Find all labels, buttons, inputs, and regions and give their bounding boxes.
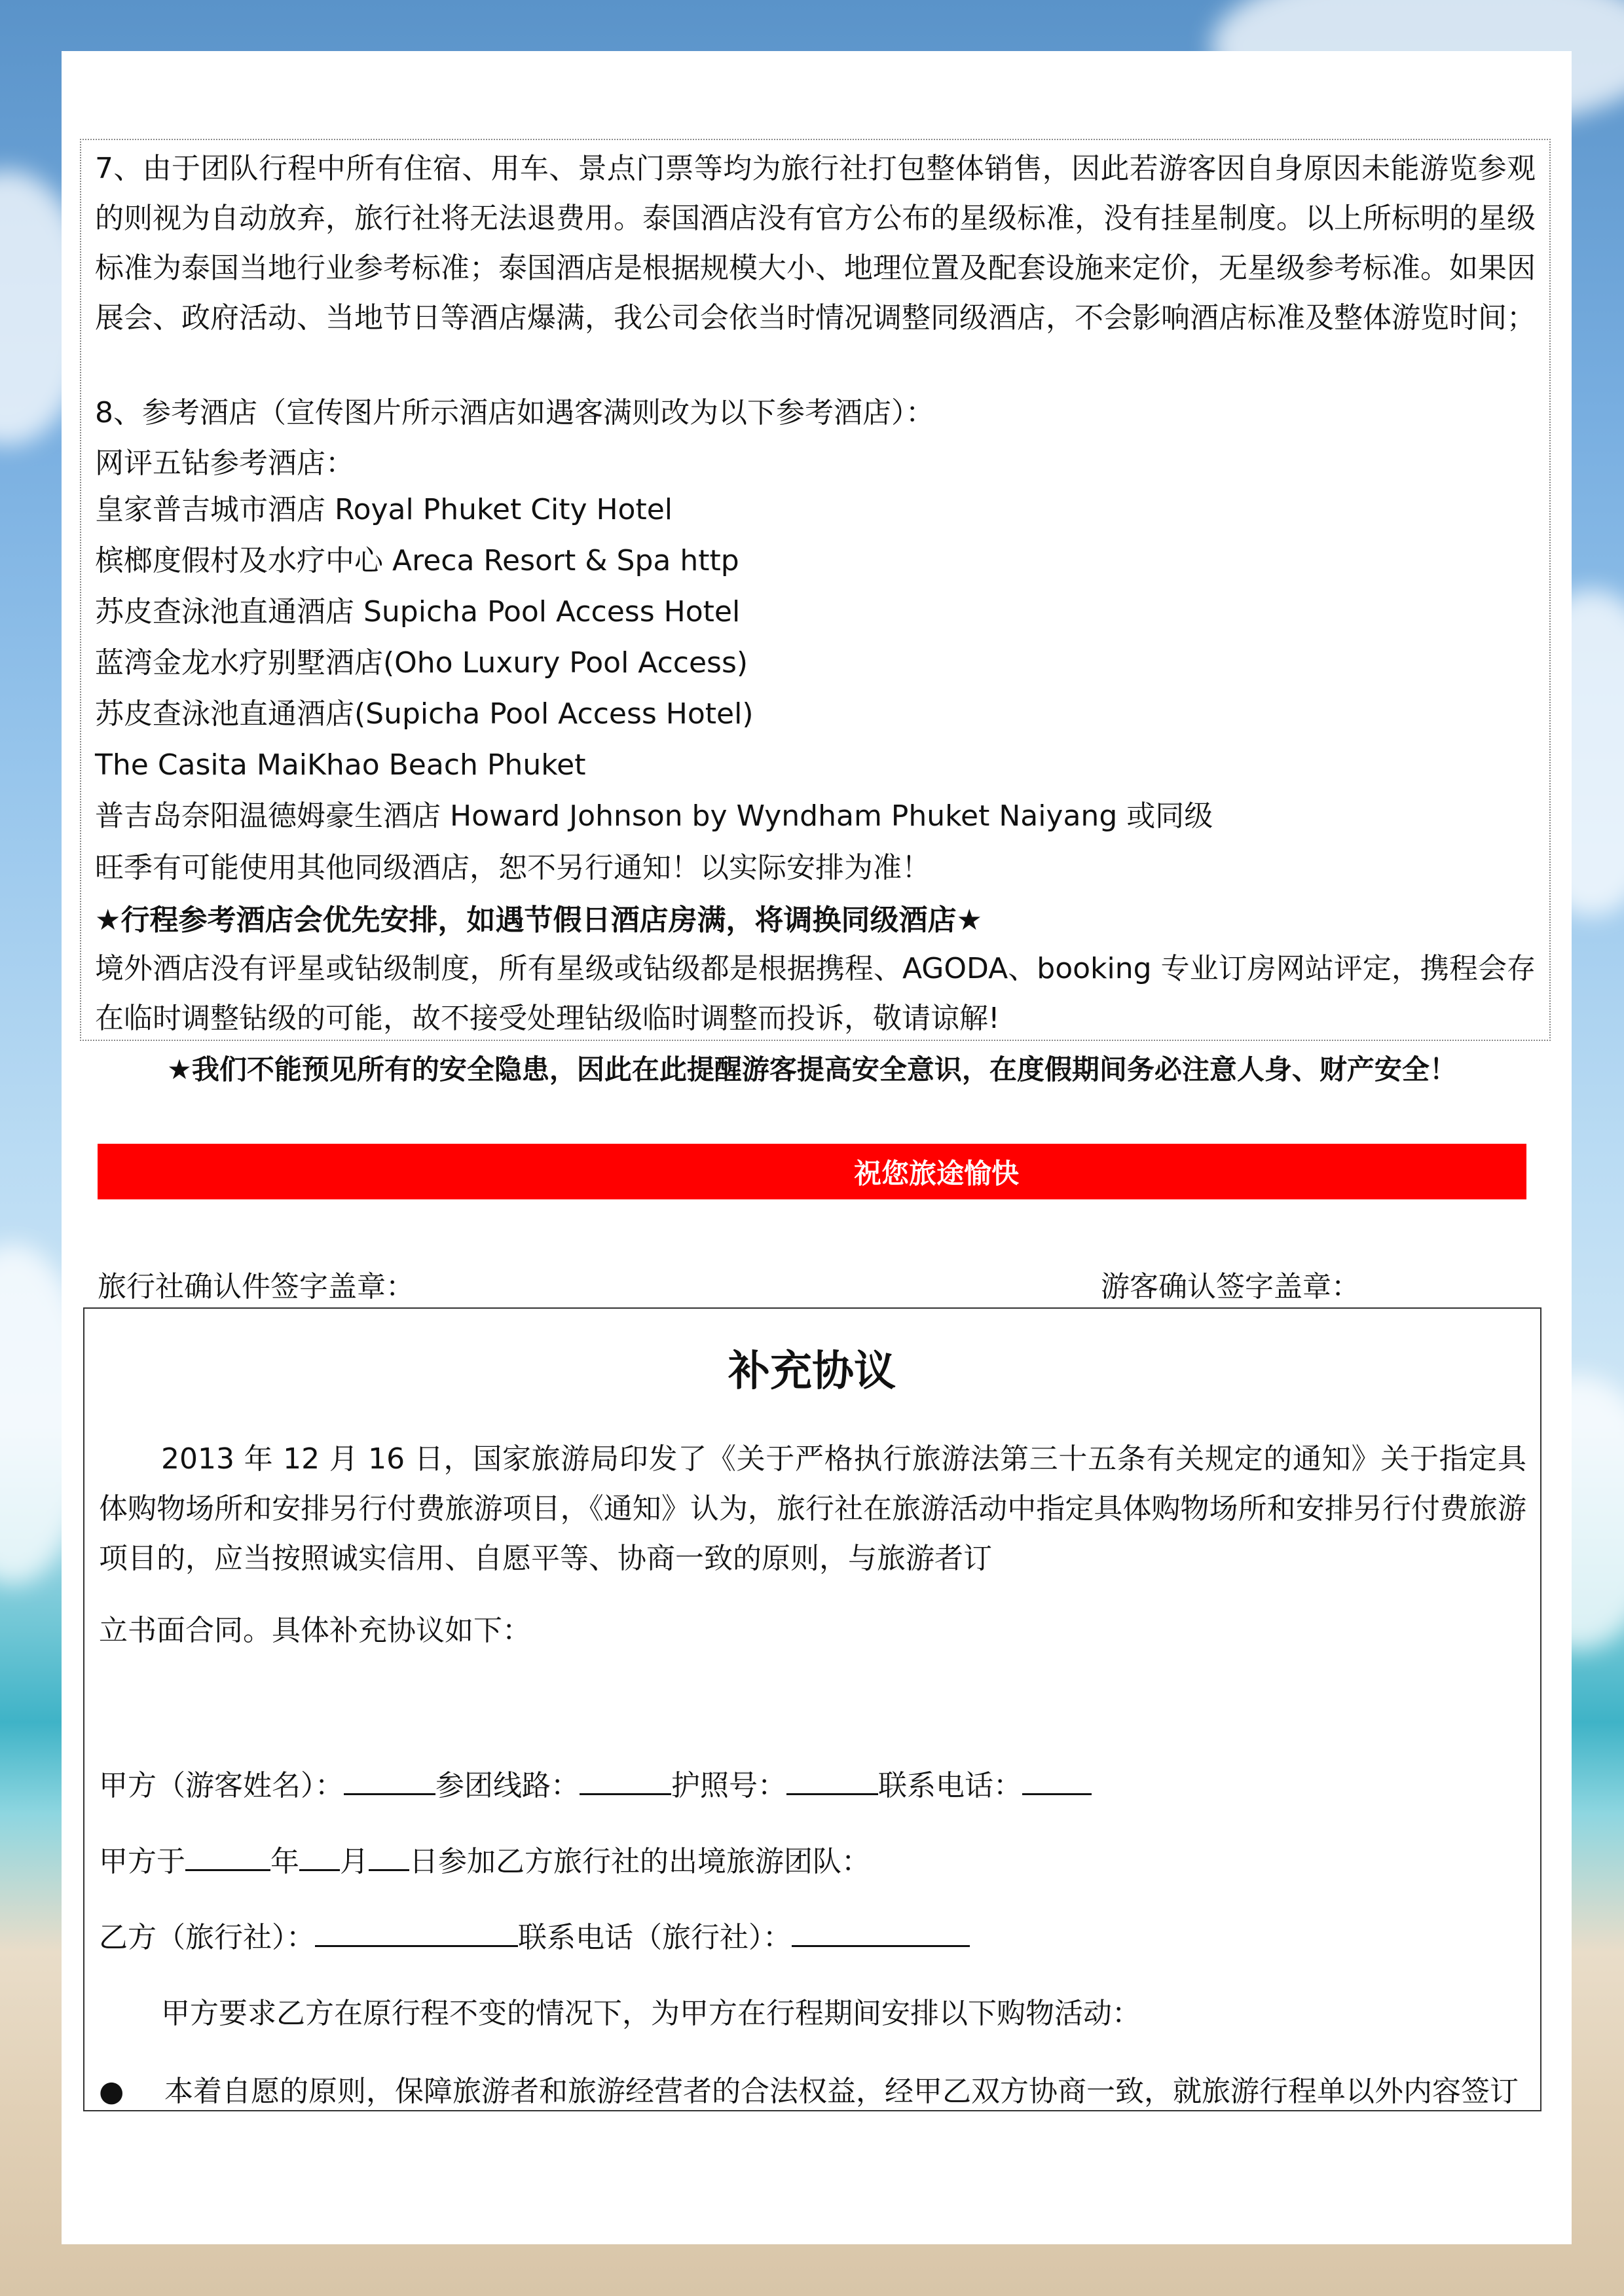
hotel-item: 蓝湾金龙水疗别墅酒店(Oho Luxury Pool Access) — [95, 646, 748, 680]
agreement-title: 补充协议 — [728, 1347, 896, 1396]
tourist-name-blank[interactable] — [344, 1764, 435, 1795]
hotel-item: 皇家普吉城市酒店 Royal Phuket City Hotel — [95, 493, 673, 526]
party-a-line — [99, 1761, 1526, 1811]
year-blank[interactable] — [185, 1840, 270, 1871]
agreement-bullet — [99, 2072, 1519, 2111]
join-date-line — [99, 1837, 1526, 1887]
peak-season-note: 旺季有可能使用其他同级酒店，恕不另行通知！以实际安排为准！ — [95, 851, 931, 884]
year-label: 年 — [270, 1845, 299, 1878]
hotel-item: 普吉岛奈阳温德姆豪生酒店 Howard Johnson by Wyndham Phuket Naiyang 或同级 — [95, 799, 1213, 833]
party-a-name-label: 甲方（游客姓名）： — [99, 1769, 344, 1802]
hotel-item: 苏皮查泳池直通酒店 Supicha Pool Access Hotel — [95, 595, 741, 629]
party-b-label: 乙方（旅行社）： — [99, 1921, 315, 1954]
party-b-line — [99, 1913, 1526, 1963]
month-label: 月 — [340, 1845, 369, 1878]
priority-note: ★行程参考酒店会优先安排，如遇节假日酒店房满，将调换同级酒店★ — [95, 903, 982, 937]
passport-label: 护照号： — [671, 1769, 786, 1802]
join-date-prefix: 甲方于 — [99, 1845, 185, 1878]
tourist-signature-label: 游客确认签字盖章： — [1101, 1270, 1360, 1303]
item-8-text: 8、参考酒店（宣传图片所示酒店如遇客满则改为以下参考酒店）： — [95, 396, 934, 429]
safety-notice: ★我们不能预见所有的安全隐患，因此在此提醒游客提高安全意识，在度假期间务必注意人身、财产安全！ — [167, 1053, 1457, 1085]
join-date-suffix: 日参加乙方旅行社的出境旅游团队： — [409, 1845, 870, 1878]
agreement-paragraph: 2013 年 12 月 16 日，国家旅游局印发了《关于严格执行旅游法第三十五条有关规定的通知》关于指定具体购物场所和安排另行付费旅游项目，《通知》认为，旅行社在旅游活动中指定具体购物场所和安排另行付费旅游项目的，应当按照诚实信用、自愿平等、协商一致的原则，与旅游者订 — [99, 1442, 1526, 1575]
item-7-text: 7、由于团队行程中所有住宿、用车、景点门票等均为旅行社打包整体销售，因此若游客因自身原因未能游览参观的则视为自动放弃，旅行社将无法退费用。泰国酒店没有官方公布的星级标准，没有挂星制度。以上所标明的星级标准为泰国当地行业参考标准；泰国酒店是根据规模大小、地理位置及配套设施来定价，无星级参考标准。如果因展会、政府活动、当地节日等酒店爆满，我公司会依当时情况调整同级酒店，不会影响酒店标准及整体游览时间； — [95, 152, 1536, 335]
shopping-line: 甲方要求乙方在原行程不变的情况下，为甲方在行程期间安排以下购物活动： — [161, 1997, 1141, 2030]
wish-banner — [98, 1144, 1526, 1199]
day-blank[interactable] — [369, 1840, 409, 1871]
month-blank[interactable] — [299, 1840, 340, 1871]
route-blank[interactable] — [580, 1764, 671, 1795]
hotel-item: 苏皮查泳池直通酒店(Supicha Pool Access Hotel) — [95, 697, 754, 731]
agency-signature-label: 旅行社确认件签字盖章： — [98, 1270, 415, 1303]
agency-phone-blank[interactable] — [792, 1916, 970, 1947]
bullet-dot: ● — [99, 2075, 124, 2108]
agency-name-blank[interactable] — [315, 1916, 518, 1947]
bullet-text: 本着自愿的原则，保障旅游者和旅游经营者的合法权益，经甲乙双方协商一致，就旅游行程单以外内容签订 — [164, 2075, 1519, 2108]
wish-banner-text: 祝您旅途愉快 — [853, 1157, 1019, 1190]
rating-note: 境外酒店没有评星或钻级制度，所有星级或钻级都是根据携程、AGODA、booking 专业订房网站评定，携程会存在临时调整钻级的可能，故不接受处理钻级临时调整而投诉，敬请谅解! — [95, 952, 1536, 1035]
hotel-heading: 网评五钻参考酒店： — [95, 446, 354, 480]
hotel-item: 槟榔度假村及水疗中心 Areca Resort & Spa http — [95, 544, 739, 577]
route-label: 参团线路： — [435, 1769, 580, 1802]
agency-phone-label: 联系电话（旅行社）： — [518, 1921, 792, 1954]
hotel-item: The Casita MaiKhao Beach Phuket — [95, 748, 586, 782]
agreement-paragraph-2: 立书面合同。具体补充协议如下： — [99, 1614, 531, 1647]
phone-blank[interactable] — [1022, 1764, 1092, 1795]
phone-label: 联系电话： — [878, 1769, 1022, 1802]
passport-blank[interactable] — [786, 1764, 878, 1795]
